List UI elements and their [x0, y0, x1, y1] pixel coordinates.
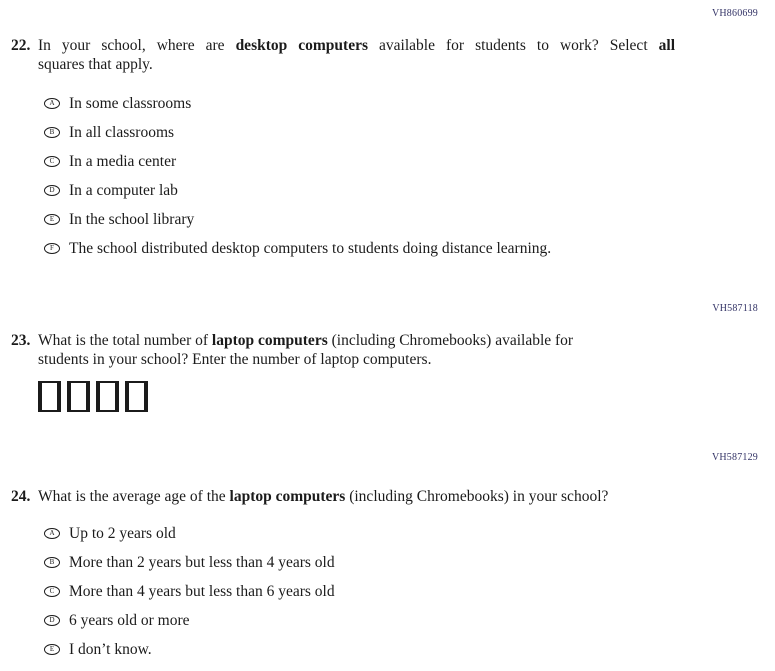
option-label: Up to 2 years old — [69, 525, 176, 542]
option-row-e[interactable] — [38, 205, 675, 234]
question-24 — [0, 487, 775, 664]
question-stem — [38, 487, 675, 506]
stem-text: available for students to work? Select — [368, 37, 659, 54]
answer-bubble-d[interactable]: D — [44, 615, 60, 626]
question-body — [38, 487, 675, 664]
stem-line-1 — [38, 331, 675, 350]
option-row-b[interactable] — [38, 118, 675, 147]
stem-line-1 — [38, 36, 675, 55]
question-body — [38, 36, 675, 263]
option-label: In some classrooms — [69, 95, 192, 112]
answer-bubble-e[interactable]: E — [44, 644, 60, 655]
option-label: I don’t know. — [69, 641, 152, 658]
question-number: 22. — [11, 37, 31, 54]
stem-text: What is the total number of — [38, 332, 212, 349]
stem-line-2: squares that apply. — [38, 56, 153, 73]
question-body — [38, 331, 675, 412]
answer-bubble-e[interactable]: E — [44, 214, 60, 225]
option-row-d[interactable] — [38, 606, 675, 635]
digit-box-3[interactable] — [96, 381, 119, 412]
digit-box-1[interactable] — [38, 381, 61, 412]
digit-box-4[interactable] — [125, 381, 148, 412]
option-list — [38, 89, 675, 263]
item-code: VH587129 — [711, 452, 758, 463]
option-row-c[interactable] — [38, 577, 675, 606]
answer-bubble-a[interactable]: A — [44, 528, 60, 539]
stem-bold: laptop computers — [211, 332, 328, 349]
stem-line-1 — [38, 487, 675, 506]
answer-bubble-c[interactable]: C — [44, 156, 60, 167]
option-row-a[interactable] — [38, 519, 675, 548]
answer-bubble-b[interactable]: B — [44, 127, 60, 138]
option-row-e[interactable] — [38, 635, 675, 664]
question-stem — [38, 36, 675, 74]
item-code: VH587118 — [712, 303, 758, 314]
answer-bubble-c[interactable]: C — [44, 586, 60, 597]
stem-bold: all — [658, 37, 676, 54]
option-label: The school distributed desktop computers to students doing distance learning. — [69, 240, 552, 257]
option-row-f[interactable] — [38, 234, 675, 263]
option-label: In a computer lab — [69, 182, 178, 199]
option-label: In a media center — [69, 153, 177, 170]
answer-bubble-b[interactable]: B — [44, 557, 60, 568]
answer-bubble-d[interactable]: D — [44, 185, 60, 196]
item-code: VH860699 — [711, 8, 758, 19]
option-row-a[interactable] — [38, 89, 675, 118]
option-row-b[interactable] — [38, 548, 675, 577]
question-number: 23. — [11, 332, 31, 349]
stem-text: (including Chromebooks) in your school? — [345, 488, 609, 505]
question-22 — [0, 36, 775, 263]
answer-bubble-f[interactable]: F — [44, 243, 60, 254]
digit-box-2[interactable] — [67, 381, 90, 412]
question-stem — [38, 331, 675, 369]
stem-text: (including Chromebooks) available for — [327, 332, 574, 349]
option-row-c[interactable] — [38, 147, 675, 176]
stem-bold: desktop computers — [235, 37, 369, 54]
option-list — [38, 519, 675, 664]
stem-line-2: students in your school? Enter the number of laptop computers. — [38, 351, 432, 368]
question-23 — [0, 331, 775, 412]
answer-bubble-a[interactable]: A — [44, 98, 60, 109]
stem-text: What is the average age of the — [38, 488, 230, 505]
option-label: In the school library — [69, 211, 195, 228]
stem-bold: laptop computers — [229, 488, 346, 505]
option-label: More than 4 years but less than 6 years old — [69, 583, 335, 600]
question-number: 24. — [11, 488, 31, 505]
stem-text: In your school, where are — [38, 37, 236, 54]
option-label: 6 years old or more — [69, 612, 190, 629]
option-label: In all classrooms — [69, 124, 175, 141]
option-row-d[interactable] — [38, 176, 675, 205]
option-label: More than 2 years but less than 4 years old — [69, 554, 335, 571]
number-entry-boxes — [38, 381, 675, 412]
